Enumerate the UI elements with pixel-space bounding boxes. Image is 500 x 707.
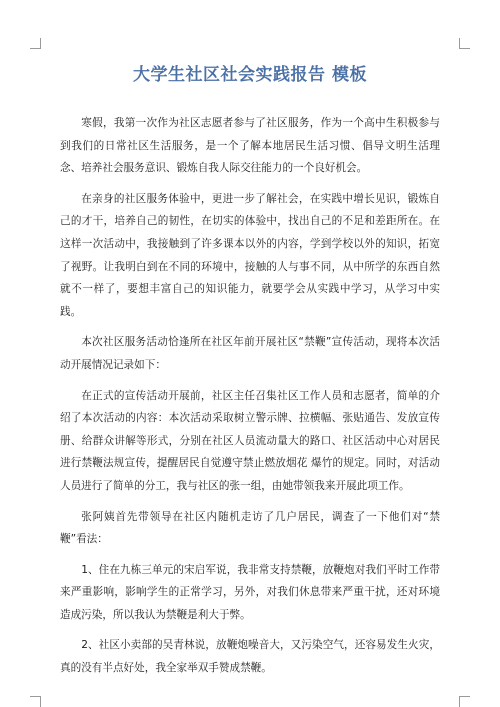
paragraph: 本次社区服务活动恰逢所在社区年前开展社区“禁鞭”宣传活动，现将本次活动开展情况记录如下： <box>60 336 440 371</box>
crop-mark-top-right <box>459 38 470 49</box>
crop-mark-top-left <box>30 38 41 49</box>
crop-mark-bottom-left <box>30 696 41 707</box>
crop-mark-bottom-right <box>459 696 470 707</box>
paragraph: 2、社区小卖部的吴青林说，放鞭炮噪音大，又污染空气，还容易发生火灾，真的没有半点好处，我全家举双手赞成禁鞭。 <box>60 639 440 675</box>
paragraph: 张阿姨首先带领导在社区内随机走访了几户居民，调查了一下他们对“禁鞭”看法： <box>60 510 440 546</box>
paragraph: 1、住在九栋三单元的宋启军说，我非常支持禁鞭，放鞭炮对我们平时工作带来严重影响，影响学生的正常学习，另外，对我们休息带来严重干扰，还对环境造成污染，所以我认为禁鞭是利大于弊。 <box>60 563 440 621</box>
paragraph: 在正式的宣传活动开展前，社区主任召集社区工作人员和志愿者，简单的介绍了本次活动的内容：本次活动采取树立警示牌、拉横幅、张贴通告、发放宣传册、给群众讲解等形式，分别在社区人员流动量大的路口、社区活动中心对居民进行禁鞭法规宣传，提醒居民自觉遵守禁止燃放烟花 爆竹的规定。同时，对活动人员进行了简单的分工，我与社区的张一组，由她带领我来开展此项工作。 <box>60 389 440 492</box>
document-title: 大学生社区社会实践报告 模板 <box>133 65 367 85</box>
paragraph: 在亲身的社区服务体验中，更进一步了解社会，在实践中增长见识，锻炼自己的才干，培养自己的韧性，在切实的体验中，找出自己的不足和差距所在。在这样一次活动中，我接触到了许多课本以外的内容，学到学校以外的知识，拓宽了视野。让我明白到在不同的环境中，接触的人与事不同，从中所学的东西自然就不一样了，要想丰富自己的知识能力，就要学会从实践中学习，从学习中实践。 <box>60 192 440 318</box>
document-body <box>60 112 440 688</box>
paragraph: 寒假，我第一次作为社区志愿者参与了社区服务，作为一个高中生积极参与到我们的日常社区生活服务，是一个了解本地居民生活习惯、倡导文明生活理念、培养社会服务意识、锻炼自我人际交往能力的一个良好机会。 <box>60 117 440 175</box>
